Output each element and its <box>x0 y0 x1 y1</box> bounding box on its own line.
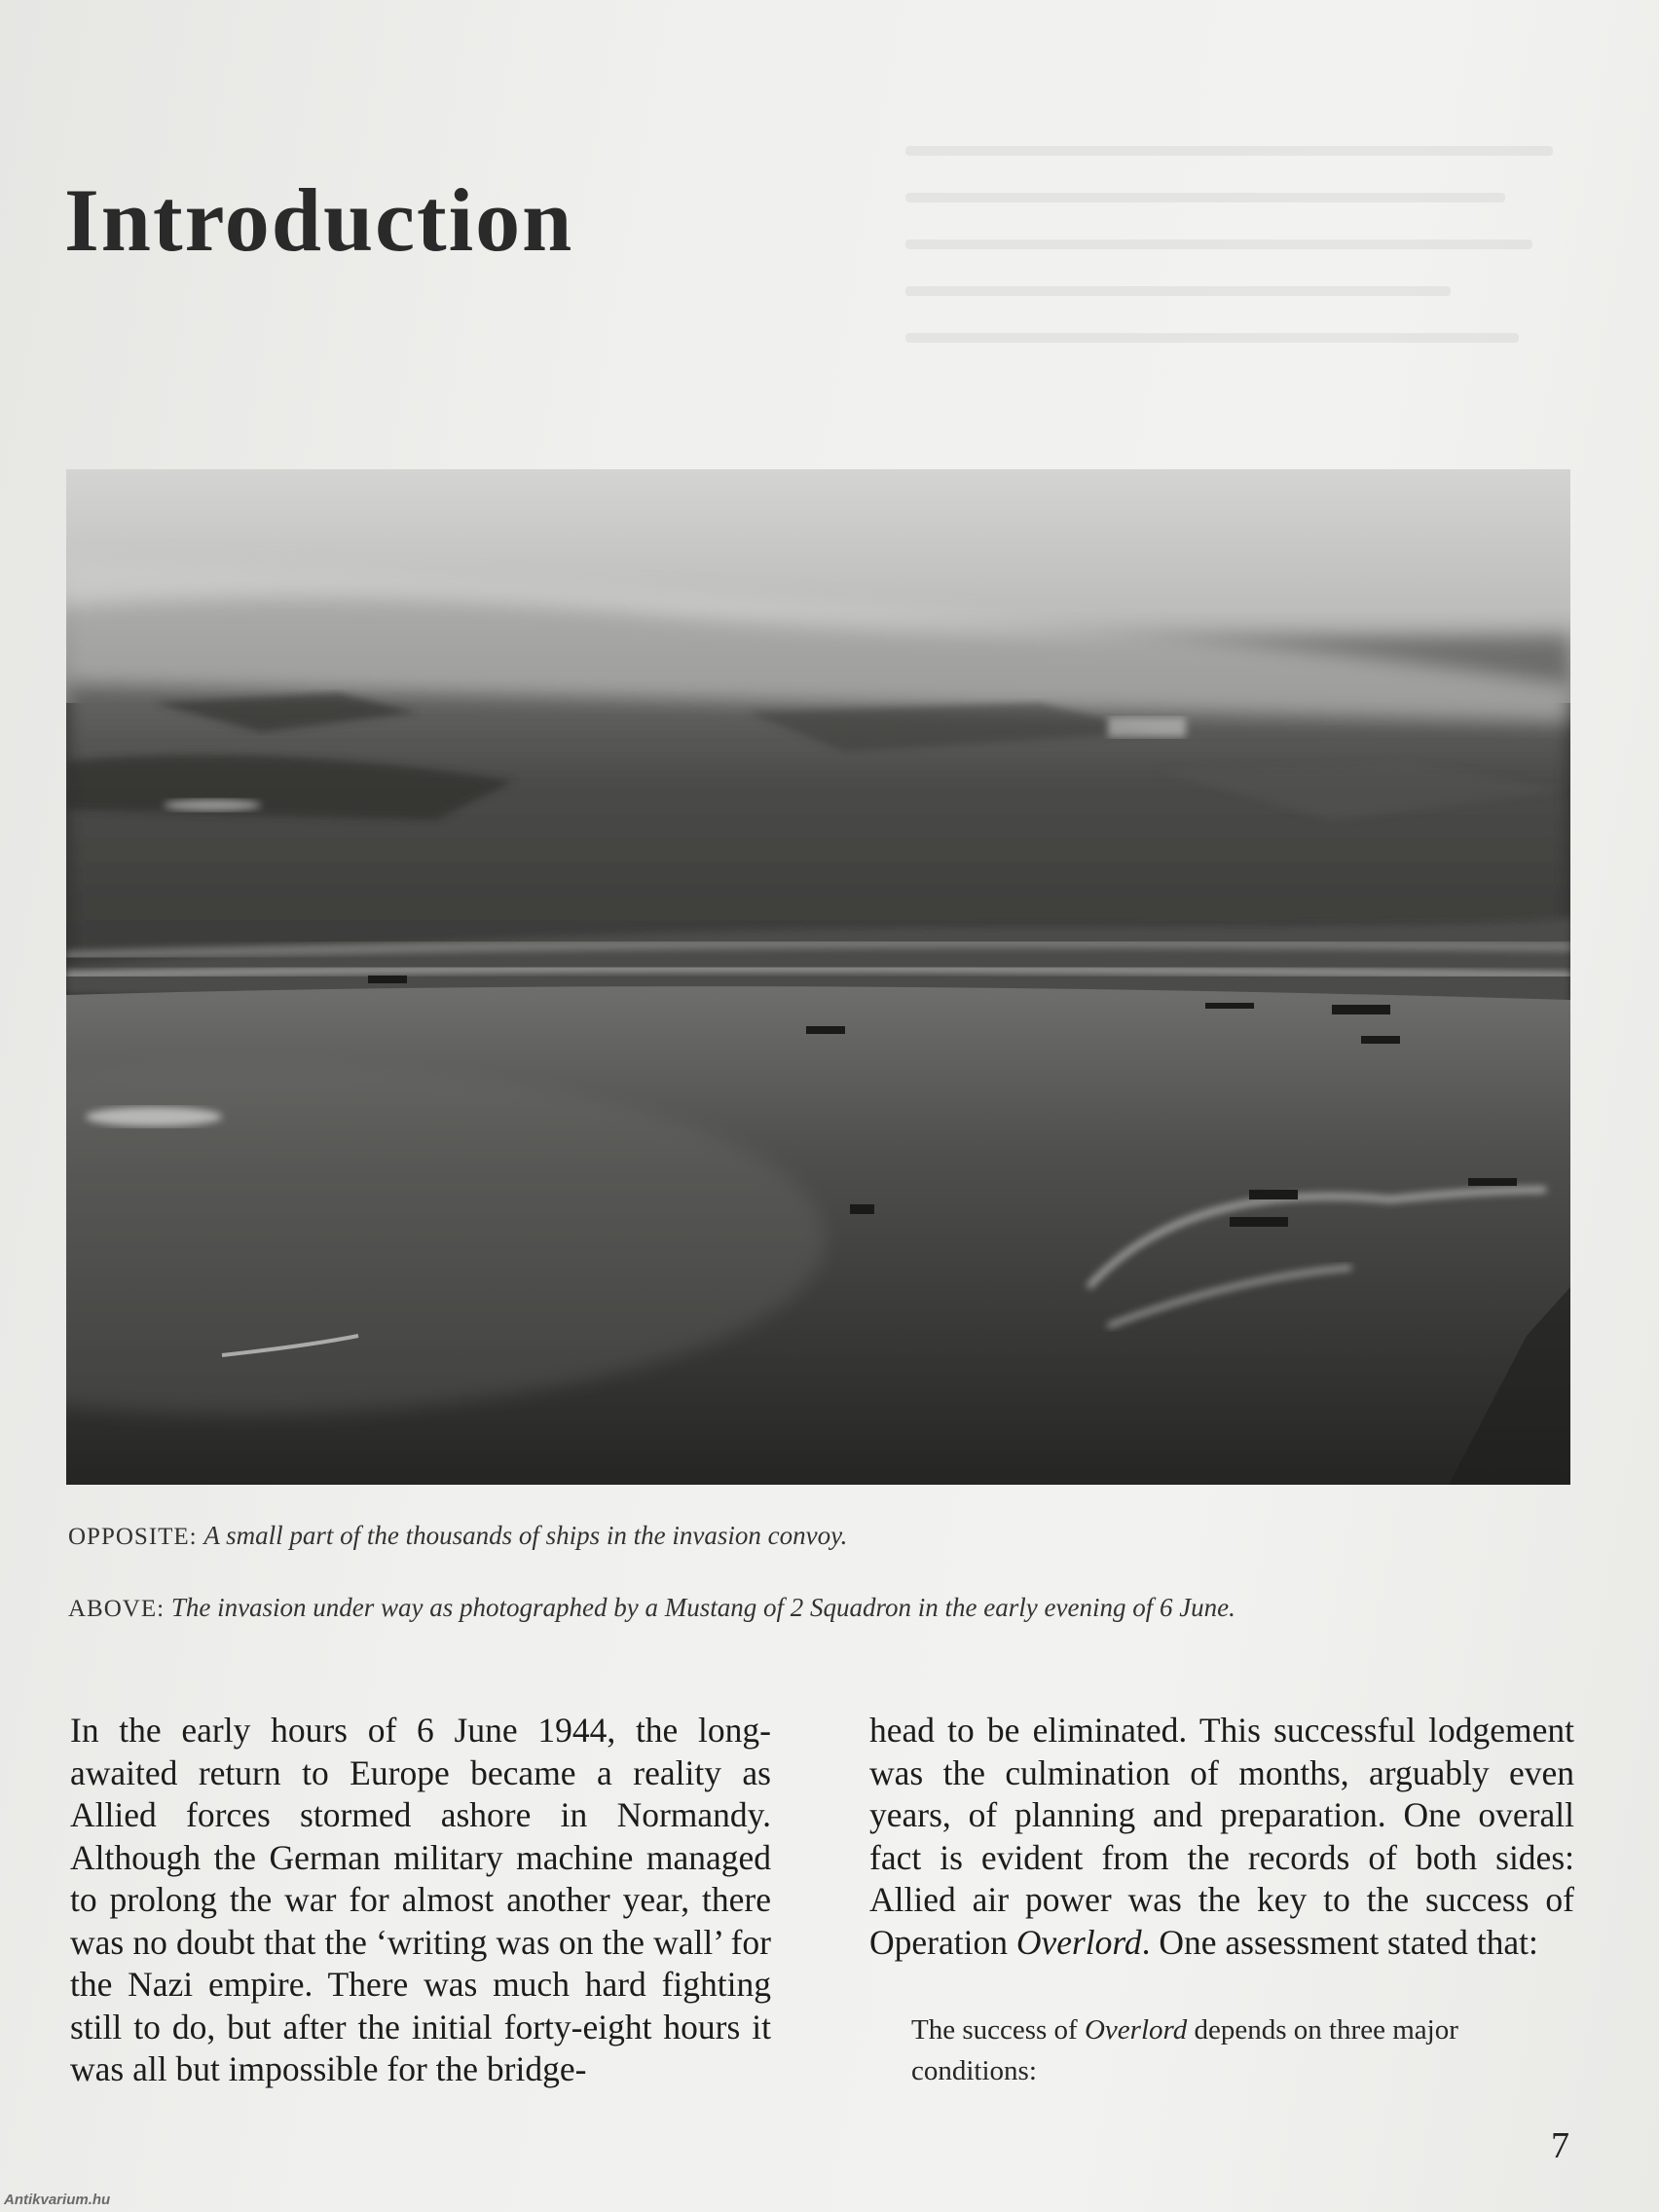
watermark: Antikvarium.hu <box>4 2192 111 2208</box>
quote-italic: Overlord <box>1084 2014 1188 2046</box>
caption-label: OPPOSITE: <box>68 1524 198 1550</box>
body-italic: Overlord <box>1015 1922 1142 1962</box>
body-paragraph: In the early hours of 6 June 1944, the long-awaited return to Europe became a reality as Allied forces stormed ashore in Normandy. Although the German military machine managed to prolong the war for almost another year, there was no doubt that the ‘writing was on the wall’ for the Nazi empire. There was much hard fighting still to do, but after the initial forty-eight hours it was all but impossible for the bridge- <box>70 1711 771 2088</box>
caption-label: ABOVE: <box>68 1596 166 1622</box>
body-column-left <box>70 1710 771 2091</box>
show-through-text <box>905 146 1587 438</box>
block-quote <box>911 2009 1534 2091</box>
page-number: 7 <box>1551 2125 1569 2166</box>
quote-text: depends on three major conditions: <box>911 2014 1458 2086</box>
page-title: Introduction <box>64 170 574 270</box>
body-text: head to be eliminated. This successful lodgement was the culmination of months, arguably even years, of planning and preparation. One overall fact is evident from the records of both sides: Allied air power was the key to the success of Operation <box>869 1711 1574 1962</box>
body-text: . One assessment stated that: <box>1141 1922 1538 1962</box>
caption-above <box>68 1593 1235 1623</box>
body-paragraph <box>869 1710 1574 1964</box>
body-column-right <box>869 1710 1574 1964</box>
caption-text: The invasion under way as photographed by a Mustang of 2 Squadron in the early evening of 6 June. <box>170 1593 1235 1622</box>
quote-text: The success of <box>911 2014 1085 2046</box>
caption-opposite <box>68 1521 847 1551</box>
caption-text: A small part of the thousands of ships in the invasion convoy. <box>203 1521 848 1550</box>
aerial-invasion-photo <box>66 469 1570 1485</box>
